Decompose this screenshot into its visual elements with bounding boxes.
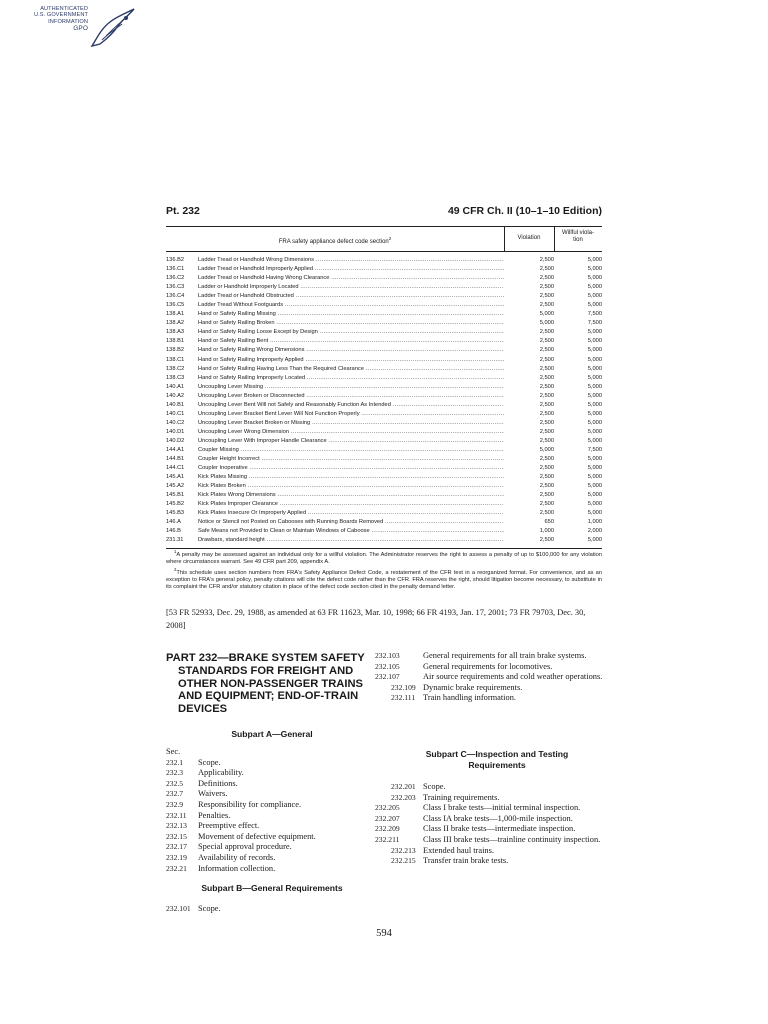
row-code: 138.C3 xyxy=(166,374,185,381)
row-description: Ladder or Handhold Improperly Located ..... xyxy=(198,283,504,292)
row-violation: 2,500 xyxy=(539,293,554,300)
row-willful: 5,000 xyxy=(587,510,602,517)
list-item xyxy=(391,856,603,867)
table-row xyxy=(166,473,602,482)
section-title: Special approval procedure. xyxy=(198,842,292,852)
row-code: 136.C2 xyxy=(166,275,185,282)
list-item xyxy=(166,789,378,800)
row-violation: 2,500 xyxy=(539,510,554,517)
table-row xyxy=(166,346,602,355)
row-willful: 5,000 xyxy=(587,302,602,309)
footnote-1-text: A penalty may be assessed against an individual only for a willful violation. The Administrator reserves the right to assess a penalty of up to $100,000 for any violation where circumstances warrant. See 49 CFR part 209, appendix A. xyxy=(166,551,602,565)
list-item xyxy=(166,779,378,790)
footnote-2 xyxy=(166,566,602,591)
section-title: Definitions. xyxy=(198,778,238,788)
row-description: Uncoupling Lever Bracket Broken or Missing ..... xyxy=(198,419,504,428)
list-item xyxy=(391,683,603,694)
section-title: Class II brake tests—intermediate inspection. xyxy=(423,824,576,834)
row-violation: 2,500 xyxy=(539,338,554,345)
part-title-line-2: STANDARDS FOR FREIGHT AND xyxy=(178,664,354,677)
row-code: 145.A2 xyxy=(166,483,185,490)
row-violation: 2,500 xyxy=(539,537,554,544)
row-violation: 2,500 xyxy=(539,465,554,472)
table-row xyxy=(166,419,602,428)
section-number: 232.1 xyxy=(166,757,184,767)
penalty-table-body xyxy=(166,256,602,549)
section-number: 232.215 xyxy=(391,856,416,866)
table-row xyxy=(166,383,602,392)
row-code: 146.B xyxy=(166,528,181,535)
list-item xyxy=(166,842,378,853)
section-number: 232.13 xyxy=(166,821,187,831)
table-row xyxy=(166,374,602,383)
list-item xyxy=(166,864,378,875)
row-willful: 5,000 xyxy=(587,275,602,282)
list-item xyxy=(166,811,378,822)
section-title: Waivers. xyxy=(198,789,228,799)
table-row xyxy=(166,455,602,464)
row-description: Coupler Missing ..... xyxy=(198,446,504,455)
table-row xyxy=(166,491,602,500)
table-row xyxy=(166,518,602,527)
row-willful: 5,000 xyxy=(587,329,602,336)
table-header-rule xyxy=(166,251,602,252)
table-row xyxy=(166,437,602,446)
row-willful: 5,000 xyxy=(587,365,602,372)
section-title: Scope. xyxy=(198,757,221,767)
section-title: Scope. xyxy=(423,782,446,791)
row-code: 136.C4 xyxy=(166,293,185,300)
row-description: Kick Plates Wrong Dimensions ..... xyxy=(198,491,504,500)
col-header-willful: Willful viola-tion xyxy=(561,230,594,243)
section-title: Class I brake tests—initial terminal inspection. xyxy=(423,803,581,813)
row-description: Hand or Safety Railing Having Less Than the Required Clearance ..... xyxy=(198,365,504,374)
table-row xyxy=(166,446,602,455)
row-code: 144.B1 xyxy=(166,456,185,463)
list-item xyxy=(166,768,378,779)
row-code: 140.A1 xyxy=(166,383,185,390)
table-row xyxy=(166,292,602,301)
list-item xyxy=(375,651,603,662)
section-number: 232.107 xyxy=(375,672,400,682)
row-violation: 2,500 xyxy=(539,266,554,273)
row-willful: 5,000 xyxy=(587,428,602,435)
subpart-c-list xyxy=(375,782,603,867)
page-number: 594 xyxy=(376,928,392,939)
row-description: Uncoupling Lever Bracket Bent Lever Will Not Function Properly ..... xyxy=(198,410,504,419)
row-description: Ladder Tread or Handhold Improperly Applied ..... xyxy=(198,265,504,274)
row-code: 138.A2 xyxy=(166,320,185,327)
row-violation: 1,000 xyxy=(539,528,554,535)
header-part: Pt. 232 xyxy=(166,205,200,217)
gpo-authenticated-logo xyxy=(22,6,142,50)
footnote-1-mark: 1 xyxy=(174,549,177,554)
row-violation: 2,500 xyxy=(539,257,554,263)
section-number: 232.19 xyxy=(166,852,187,862)
table-row xyxy=(166,464,602,473)
section-title: Information collection. xyxy=(198,863,276,873)
table-row xyxy=(166,410,602,419)
row-violation: 2,500 xyxy=(539,483,554,490)
row-willful: 7,500 xyxy=(587,320,602,327)
section-number: 232.211 xyxy=(375,834,400,844)
row-willful: 5,000 xyxy=(587,465,602,472)
list-item xyxy=(375,661,603,673)
subpart-a-heading: Subpart A—General xyxy=(231,729,313,739)
part-title xyxy=(166,652,378,716)
row-description: Kick Plates Broken ..... xyxy=(198,482,504,491)
section-title: Scope. xyxy=(198,904,221,913)
table-row xyxy=(166,283,602,292)
section-title: General requirements for all train brake systems. xyxy=(423,651,587,660)
row-code: 145.B2 xyxy=(166,501,185,508)
row-violation: 2,500 xyxy=(539,474,554,481)
section-number: 232.207 xyxy=(375,813,400,823)
section-number: 232.11 xyxy=(166,810,187,820)
table-row xyxy=(166,319,602,328)
section-number: 232.103 xyxy=(375,651,400,660)
list-item xyxy=(166,800,378,811)
section-title: Transfer train brake tests. xyxy=(423,856,509,866)
row-willful: 5,000 xyxy=(587,474,602,481)
gpo-line-3: INFORMATION xyxy=(48,18,88,25)
section-number: 232.101 xyxy=(166,904,191,913)
section-title: Class IA brake tests—1,000-mile inspection. xyxy=(423,813,573,823)
part-title-line-4: AND EQUIPMENT; END-OF-TRAIN xyxy=(178,690,359,703)
row-code: 144.A1 xyxy=(166,446,185,453)
row-violation: 2,500 xyxy=(539,284,554,291)
part-title-line-3: OTHER NON-PASSENGER TRAINS xyxy=(178,677,364,690)
row-willful: 5,000 xyxy=(587,419,602,426)
gpo-line-1: AUTHENTICATED xyxy=(40,6,88,12)
header-cfr-edition: 49 CFR Ch. II (10–1–10 Edition) xyxy=(447,205,602,217)
subpart-c-heading-line-2: Requirements xyxy=(468,760,526,770)
section-title: Training requirements. xyxy=(423,792,500,802)
row-code: 140.B1 xyxy=(166,401,185,408)
row-violation: 2,500 xyxy=(539,275,554,282)
section-title: Applicability. xyxy=(198,768,244,778)
list-item xyxy=(166,832,378,843)
table-row xyxy=(166,365,602,374)
row-violation: 2,500 xyxy=(539,356,554,363)
row-willful: 7,500 xyxy=(587,446,602,453)
section-number: 232.209 xyxy=(375,824,400,834)
section-number: 232.9 xyxy=(166,799,184,809)
row-code: 138.B2 xyxy=(166,347,185,354)
row-violation: 2,500 xyxy=(539,347,554,354)
row-code: 145.A1 xyxy=(166,474,185,481)
list-item xyxy=(375,813,603,825)
running-header xyxy=(166,205,602,219)
row-description: Hand or Safety Railing Missing ..... xyxy=(198,310,504,319)
table-top-rule xyxy=(166,226,602,227)
row-willful: 5,000 xyxy=(587,492,602,499)
row-willful: 1,000 xyxy=(587,519,602,526)
table-row xyxy=(166,265,602,274)
section-number: 232.111 xyxy=(391,693,416,703)
section-title: Train handling information. xyxy=(423,693,516,703)
row-code: 144.C1 xyxy=(166,465,185,472)
section-title: Availability of records. xyxy=(198,852,276,862)
row-violation: 2,500 xyxy=(539,410,554,417)
section-number: 232.21 xyxy=(166,863,187,873)
list-item xyxy=(166,853,378,864)
table-row xyxy=(166,337,602,346)
part-title-line-1: PART 232—BRAKE SYSTEM SAFETY xyxy=(166,652,365,664)
list-item xyxy=(391,693,603,704)
section-title: Class III brake tests—trainline continuity inspection. xyxy=(423,834,601,844)
table-row xyxy=(166,482,602,491)
row-description: Coupler Height Incorrect ..... xyxy=(198,455,504,464)
table-row xyxy=(166,301,602,310)
table-row xyxy=(166,356,602,365)
row-violation: 2,500 xyxy=(539,501,554,508)
row-code: 138.B1 xyxy=(166,338,185,345)
row-description: Hand or Safety Railing Bent ..... xyxy=(198,337,504,346)
row-description: Ladder Tread or Handhold Wrong Dimensions ..... xyxy=(198,256,504,265)
table-row xyxy=(166,500,602,509)
row-willful: 5,000 xyxy=(587,347,602,354)
row-violation: 5,000 xyxy=(539,311,554,318)
row-willful: 5,000 xyxy=(587,374,602,381)
gpo-line-2: U.S. GOVERNMENT xyxy=(33,12,88,19)
list-item xyxy=(391,846,603,857)
row-violation: 2,500 xyxy=(539,392,554,399)
gpo-logo-text xyxy=(22,6,88,32)
subpart-c-heading xyxy=(391,749,603,771)
section-title: Extended haul trains. xyxy=(423,845,494,855)
row-description: Coupler Inoperative ..... xyxy=(198,464,504,473)
table-row xyxy=(166,328,602,337)
section-number: 232.109 xyxy=(391,682,416,692)
list-item xyxy=(391,782,603,793)
section-number: 232.201 xyxy=(391,782,416,791)
section-title: General requirements for locomotives. xyxy=(423,661,553,671)
subpart-b-heading: Subpart B—General Requirements xyxy=(201,883,343,893)
row-violation: 2,500 xyxy=(539,365,554,372)
section-number: 232.3 xyxy=(166,768,184,778)
row-description: Ladder Tread Without Footguards ..... xyxy=(198,301,504,310)
section-title: Preemptive effect. xyxy=(198,821,260,831)
row-code: 138.C1 xyxy=(166,356,185,363)
row-code: 140.D1 xyxy=(166,428,185,435)
subpart-b-list-start xyxy=(166,904,378,915)
row-description: Kick Plates Insecure Or Improperly Applied ..... xyxy=(198,509,504,518)
row-willful: 5,000 xyxy=(587,483,602,490)
subpart-c-heading-line-1: Subpart C—Inspection and Testing xyxy=(425,749,569,759)
row-description: Kick Plates Missing ..... xyxy=(198,473,504,482)
section-title: Dynamic brake requirements. xyxy=(423,682,523,692)
row-code: 145.B3 xyxy=(166,510,185,517)
section-title: Penalties. xyxy=(198,810,231,820)
row-description: Uncoupling Lever Broken or Disconnected ..... xyxy=(198,392,504,401)
gpo-tag: GPO xyxy=(73,24,88,32)
row-violation: 2,500 xyxy=(539,383,554,390)
section-number: 232.203 xyxy=(391,792,416,802)
subpart-a-list xyxy=(166,747,378,874)
part-title-line-5: DEVICES xyxy=(178,703,228,716)
list-item xyxy=(375,834,603,846)
row-willful: 7,500 xyxy=(587,311,602,318)
row-willful: 5,000 xyxy=(587,266,602,273)
row-code: 136.C1 xyxy=(166,266,185,273)
section-title: Responsibility for compliance. xyxy=(198,799,302,809)
row-code: 138.A1 xyxy=(166,311,185,318)
row-willful: 5,000 xyxy=(587,401,602,408)
row-violation: 2,500 xyxy=(539,456,554,463)
section-title: Air source requirements and cold weather operations. xyxy=(423,672,603,682)
row-willful: 5,000 xyxy=(587,284,602,291)
footnote-2-mark: 2 xyxy=(174,567,177,573)
table-row xyxy=(166,428,602,437)
section-title: Movement of defective equipment. xyxy=(198,831,316,841)
table-row xyxy=(166,274,602,283)
sec-label: Sec. xyxy=(166,747,181,756)
list-item xyxy=(375,824,603,835)
row-code: 138.A3 xyxy=(166,329,185,336)
table-row xyxy=(166,310,602,319)
row-code: 231.31 xyxy=(166,537,184,544)
list-item xyxy=(166,904,378,915)
row-description: Kick Plates Improper Clearance ..... xyxy=(198,500,504,509)
row-violation: 2,500 xyxy=(539,419,554,426)
col-header-violation: Violation xyxy=(517,235,541,241)
row-violation: 2,500 xyxy=(539,374,554,381)
table-row xyxy=(166,536,602,545)
row-willful: 5,000 xyxy=(587,537,602,544)
table-row xyxy=(166,392,602,401)
section-number: 232.7 xyxy=(166,789,184,799)
row-willful: 5,000 xyxy=(587,356,602,363)
row-code: 140.D2 xyxy=(166,437,185,444)
row-description: Notice or Stencil not Posted on Cabooses with Running Boards Removed ..... xyxy=(198,518,504,527)
row-code: 140.A2 xyxy=(166,392,185,399)
col-header-section-note: 2 xyxy=(388,236,392,241)
row-code: 136.C3 xyxy=(166,284,185,291)
row-description: Uncoupling Lever With Improper Handle Clearance ..... xyxy=(198,437,504,446)
row-violation: 2,500 xyxy=(539,329,554,336)
row-description: Uncoupling Lever Bent Will not Safely and Reasonably Function As Intended ..... xyxy=(198,401,504,410)
table-footnotes xyxy=(166,548,602,591)
row-description: Ladder Tread or Handhold Having Wrong Clearance ..... xyxy=(198,274,504,283)
row-description: Hand or Safety Railing Loose Except by Design ..... xyxy=(198,328,504,337)
row-description: Uncoupling Lever Wrong Dimension ..... xyxy=(198,428,504,437)
section-number: 232.105 xyxy=(375,661,400,671)
row-code: 145.B1 xyxy=(166,492,185,499)
list-item xyxy=(375,803,603,814)
row-willful: 5,000 xyxy=(587,501,602,508)
row-violation: 5,000 xyxy=(539,446,554,453)
table-row xyxy=(166,401,602,410)
subpart-b-list-cont xyxy=(375,651,603,704)
row-code: 146.A xyxy=(166,519,181,526)
table-row xyxy=(166,256,602,265)
list-item xyxy=(375,672,603,683)
eagle-icon xyxy=(88,6,138,50)
section-number: 232.205 xyxy=(375,803,400,813)
row-willful: 5,000 xyxy=(587,257,602,263)
row-willful: 5,000 xyxy=(587,338,602,345)
row-willful: 5,000 xyxy=(587,437,602,444)
row-description: Hand or Safety Railing Improperly Located ..... xyxy=(198,374,504,383)
col-header-section xyxy=(166,235,504,246)
col-header-section-text: FRA safety appliance defect code section xyxy=(278,239,389,245)
table-row xyxy=(166,527,602,536)
row-violation: 2,500 xyxy=(539,401,554,408)
row-code: 140.C1 xyxy=(166,410,185,417)
row-willful: 5,000 xyxy=(587,392,602,399)
list-item xyxy=(166,758,378,769)
row-code: 136.C5 xyxy=(166,302,185,309)
row-willful: 2,000 xyxy=(587,528,602,535)
section-number: 232.5 xyxy=(166,778,184,788)
row-willful: 5,000 xyxy=(587,383,602,390)
list-item xyxy=(391,793,603,804)
section-number: 232.17 xyxy=(166,842,187,852)
row-violation: 2,500 xyxy=(539,492,554,499)
list-item xyxy=(166,821,378,832)
table-col-rule-2 xyxy=(554,226,555,251)
row-willful: 5,000 xyxy=(587,293,602,300)
amendment-citation: [53 FR 52933, Dec. 29, 1988, as amended at 63 FR 11623, Mar. 10, 1998; 66 FR 4193, Jan. 17, 2001; 73 FR 79703, Dec. 30, 2008] xyxy=(166,608,586,630)
row-code: 136.B2 xyxy=(166,257,185,263)
row-description: Hand or Safety Railing Broken ..... xyxy=(198,319,504,328)
row-willful: 5,000 xyxy=(587,410,602,417)
row-violation: 5,000 xyxy=(539,320,554,327)
footnote-1 xyxy=(166,548,602,566)
row-violation: 2,500 xyxy=(539,437,554,444)
section-number: 232.213 xyxy=(391,845,416,855)
table-row xyxy=(166,509,602,518)
row-description: Hand or Safety Railing Improperly Applied ..... xyxy=(198,356,504,365)
row-willful: 5,000 xyxy=(587,456,602,463)
footnote-2-text: This schedule uses section numbers from FRA's Safety Appliance Defect Code, a restatement of the CFR text in a reorganized format. For convenience, and as an exception to FRA's general policy, penalty citations will cite the defect code rather than the CFR. FRA reserves the right, should litigation become necessary, to substitute in its complaint the CFR and/or statutory citation in place of the defect code section cited in the penalty demand letter. xyxy=(166,569,602,591)
row-description: Uncoupling Lever Missing ..... xyxy=(198,383,504,392)
row-code: 138.C2 xyxy=(166,365,185,372)
row-description: Drawbars, standard height ..... xyxy=(198,536,504,545)
row-violation: 2,500 xyxy=(539,428,554,435)
row-violation: 2,500 xyxy=(539,302,554,309)
row-description: Hand or Safety Railing Wrong Dimensions ..... xyxy=(198,346,504,355)
row-violation: 650 xyxy=(544,519,554,526)
row-code: 140.C2 xyxy=(166,419,185,426)
row-description: Ladder Tread or Handhold Obstructed ..... xyxy=(198,292,504,301)
row-description: Safe Means not Provided to Clean or Maintain Windows of Caboose ..... xyxy=(198,527,504,536)
section-number: 232.15 xyxy=(166,831,187,841)
